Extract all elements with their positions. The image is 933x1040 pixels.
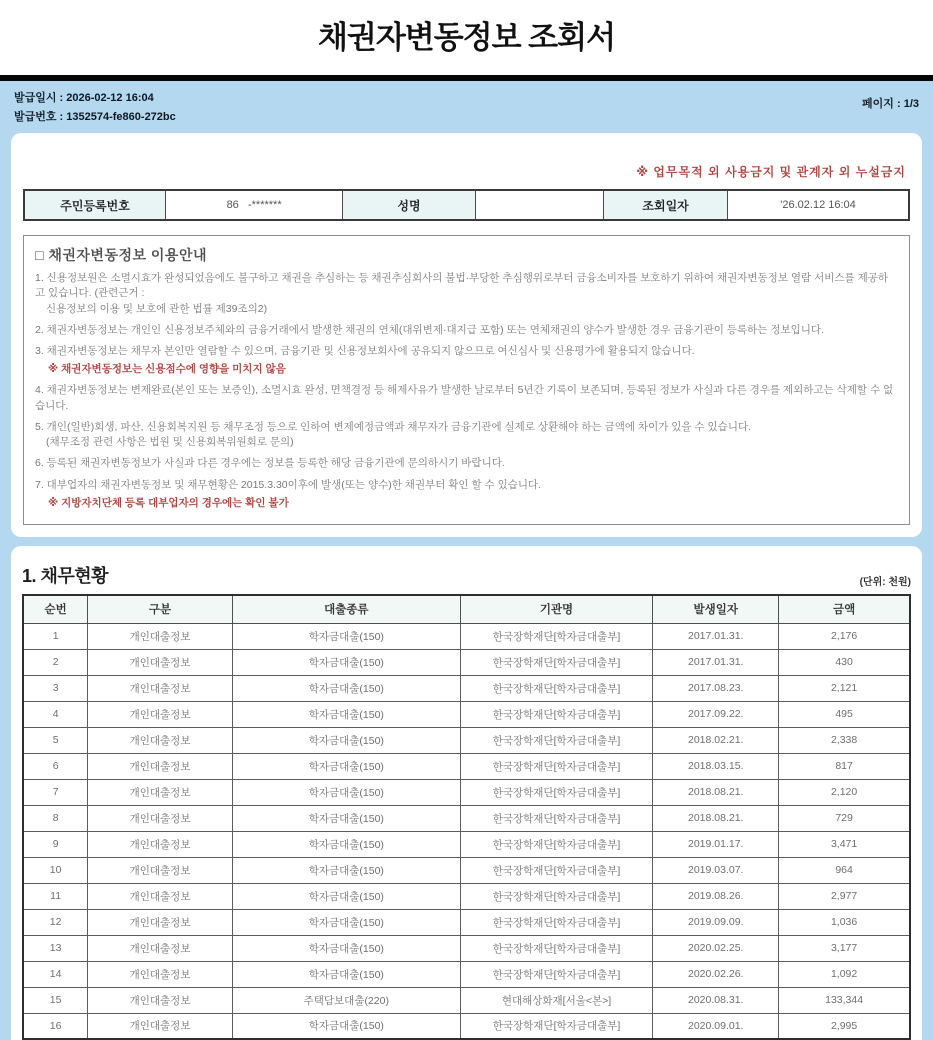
table-row [23, 779, 910, 805]
guide-item-line: (채무조정 관련 사항은 법원 및 신용회복위원회로 문의) [46, 436, 294, 449]
guide-box [23, 235, 910, 525]
cell-amount: 2,977 [779, 883, 910, 909]
cell-date: 2019.01.17. [653, 831, 779, 857]
guide-item-line: 4. 채권자변동정보는 변제완료(본인 또는 보증인), 소멸시효 완성, 면책결정 등 해제사유가 발생한 날로부터 5년간 기록이 보존되며, 등록된 정보가 사실과 다른 경우를 제외하고는 삭제할 수 없습니다. [35, 384, 894, 412]
cell-date: 2020.02.25. [653, 935, 779, 961]
guide-item-line: 7. 대부업자의 채권자변동정보 및 채무현황은 2015.3.30이후에 발생(또는 양수)한 채권부터 확인 할 수 있습니다. [35, 478, 542, 491]
table-row [23, 701, 910, 727]
cell-institution: 한국장학재단[학자금대출부] [460, 961, 652, 987]
cell-category: 개인대출정보 [88, 857, 233, 883]
cell-no: 9 [23, 831, 88, 857]
table-row [23, 649, 910, 675]
cell-date: 2020.08.31. [653, 987, 779, 1013]
cell-category: 개인대출정보 [88, 883, 233, 909]
cell-institution: 한국장학재단[학자금대출부] [460, 883, 652, 909]
guide-item [35, 323, 898, 338]
cell-institution: 한국장학재단[학자금대출부] [460, 701, 652, 727]
table-row [23, 675, 910, 701]
cell-amount: 3,471 [779, 831, 910, 857]
cell-loan-type: 학자금대출(150) [232, 935, 460, 961]
name-value [475, 190, 603, 220]
cell-category: 개인대출정보 [88, 961, 233, 987]
cell-category: 개인대출정보 [88, 753, 233, 779]
name-label: 성명 [343, 190, 476, 220]
cell-amount: 1,092 [779, 961, 910, 987]
column-header-institution: 기관명 [460, 595, 652, 623]
unit-label: (단위: 천원) [859, 577, 911, 588]
table-row [23, 909, 910, 935]
cell-loan-type: 주택담보대출(220) [232, 987, 460, 1013]
guide-item-line: 1. 신용정보원은 소멸시효가 완성되었음에도 불구하고 채권을 추심하는 등 채권추심회사의 불법·부당한 추심행위로부터 금융소비자를 보호하기 위하여 채권자변동정보 열람 서비스를 제공하고 있습니다. (관련근거 : [35, 272, 888, 300]
cell-amount: 2,121 [779, 675, 910, 701]
page-title: 채권자변동정보 조회서 [317, 20, 616, 55]
cell-category: 개인대출정보 [88, 649, 233, 675]
page-indicator: 페이지 : 1/3 [862, 97, 919, 110]
summary-panel [11, 133, 922, 537]
cell-loan-type: 학자금대출(150) [232, 961, 460, 987]
table-row [23, 727, 910, 753]
cell-amount: 2,176 [779, 623, 910, 649]
issue-number-line: 발급번호 : 1352574-fe860-272bc [14, 110, 176, 123]
cell-institution: 한국장학재단[학자금대출부] [460, 649, 652, 675]
cell-date: 2020.09.01. [653, 1013, 779, 1039]
cell-institution: 한국장학재단[학자금대출부] [460, 857, 652, 883]
issue-info [14, 89, 176, 128]
cell-date: 2018.08.21. [653, 805, 779, 831]
cell-no: 8 [23, 805, 88, 831]
guide-item [35, 271, 898, 317]
cell-date: 2017.08.23. [653, 675, 779, 701]
inquiry-date-label: 조회일자 [604, 190, 728, 220]
cell-loan-type: 학자금대출(150) [232, 623, 460, 649]
cell-amount: 430 [779, 649, 910, 675]
cell-loan-type: 학자금대출(150) [232, 701, 460, 727]
cell-loan-type: 학자금대출(150) [232, 779, 460, 805]
cell-loan-type: 학자금대출(150) [232, 831, 460, 857]
cell-loan-type: 학자금대출(150) [232, 727, 460, 753]
cell-no: 7 [23, 779, 88, 805]
debt-panel [11, 546, 922, 1040]
cell-amount: 3,177 [779, 935, 910, 961]
column-header-date: 발생일자 [653, 595, 779, 623]
cell-category: 개인대출정보 [88, 1013, 233, 1039]
table-row [23, 805, 910, 831]
cell-amount: 729 [779, 805, 910, 831]
debt-table [22, 594, 911, 1040]
cell-loan-type: 학자금대출(150) [232, 753, 460, 779]
cell-amount: 1,036 [779, 909, 910, 935]
person-info-row [24, 190, 909, 220]
cell-institution: 한국장학재단[학자금대출부] [460, 805, 652, 831]
section-title: 1. 채무현황 [22, 566, 109, 586]
cell-institution: 한국장학재단[학자금대출부] [460, 935, 652, 961]
cell-no: 12 [23, 909, 88, 935]
cell-no: 6 [23, 753, 88, 779]
rrn-label: 주민등록번호 [24, 190, 166, 220]
cell-date: 2017.09.22. [653, 701, 779, 727]
debt-table-header-row [23, 595, 910, 623]
cell-amount: 964 [779, 857, 910, 883]
cell-no: 5 [23, 727, 88, 753]
cell-no: 10 [23, 857, 88, 883]
cell-loan-type: 학자금대출(150) [232, 909, 460, 935]
cell-loan-type: 학자금대출(150) [232, 1013, 460, 1039]
guide-item-line: 3. 채권자변동정보는 채무자 본인만 열람할 수 있으며, 금융기관 및 신용정보회사에 공유되지 않으므로 여신심사 및 신용평가에 활용되지 않습니다. [35, 345, 695, 358]
cell-amount: 817 [779, 753, 910, 779]
guide-item-line: 5. 개인(일반)회생, 파산, 신용회복지원 등 채무조정 등으로 인하여 변제예정금액과 채무자가 금융기관에 실제로 상환해야 하는 금액에 차이가 있을 수 있습니다. [35, 420, 752, 433]
cell-institution: 한국장학재단[학자금대출부] [460, 909, 652, 935]
cell-institution: 한국장학재단[학자금대출부] [460, 779, 652, 805]
guide-item-line: 2. 채권자변동정보는 개인인 신용정보주체와의 금융거래에서 발생한 채권의 연체(대위변제·대지급 포함) 또는 연체채권의 양수가 발생한 경우 금융기관이 등록하는 정보입니다. [35, 323, 824, 336]
cell-date: 2018.03.15. [653, 753, 779, 779]
cell-date: 2018.08.21. [653, 779, 779, 805]
cell-institution: 한국장학재단[학자금대출부] [460, 623, 652, 649]
cell-no: 1 [23, 623, 88, 649]
guide-item [35, 420, 898, 450]
cell-loan-type: 학자금대출(150) [232, 649, 460, 675]
cell-date: 2019.09.09. [653, 909, 779, 935]
table-row [23, 623, 910, 649]
cell-no: 13 [23, 935, 88, 961]
title-band [0, 0, 933, 75]
cell-category: 개인대출정보 [88, 675, 233, 701]
guide-item-red-note: ※ 지방자치단체 등록 대부업자의 경우에는 확인 불가 [48, 496, 289, 509]
cell-category: 개인대출정보 [88, 727, 233, 753]
cell-institution: 한국장학재단[학자금대출부] [460, 831, 652, 857]
cell-institution: 한국장학재단[학자금대출부] [460, 1013, 652, 1039]
guide-item-line: 6. 등록된 채권자변동정보가 사실과 다른 경우에는 정보를 등록한 해당 금융기관에 문의하시기 바랍니다. [35, 457, 505, 470]
cell-amount: 495 [779, 701, 910, 727]
table-row [23, 831, 910, 857]
guide-item-list [35, 271, 898, 511]
column-header-loan-type: 대출종류 [232, 595, 460, 623]
cell-date: 2019.08.26. [653, 883, 779, 909]
table-row [23, 1013, 910, 1039]
cell-no: 14 [23, 961, 88, 987]
cell-amount: 2,995 [779, 1013, 910, 1039]
guide-item [35, 383, 898, 413]
guide-item [35, 456, 898, 471]
cell-institution: 한국장학재단[학자금대출부] [460, 727, 652, 753]
table-row [23, 961, 910, 987]
cell-loan-type: 학자금대출(150) [232, 857, 460, 883]
guide-item-red-note: ※ 채권자변동정보는 신용점수에 영향을 미치지 않음 [48, 363, 286, 376]
cell-institution: 한국장학재단[학자금대출부] [460, 753, 652, 779]
cell-date: 2019.03.07. [653, 857, 779, 883]
issued-at-line: 발급일시 : 2026-02-12 16:04 [14, 91, 154, 104]
table-row [23, 857, 910, 883]
inquiry-date-value: '26.02.12 16:04 [728, 190, 909, 220]
person-info-table [23, 189, 910, 221]
cell-loan-type: 학자금대출(150) [232, 883, 460, 909]
section-head [22, 562, 911, 588]
cell-date: 2017.01.31. [653, 623, 779, 649]
cell-category: 개인대출정보 [88, 701, 233, 727]
cell-no: 2 [23, 649, 88, 675]
cell-institution: 현대해상화재[서울<본>] [460, 987, 652, 1013]
guide-item [35, 478, 898, 511]
column-header-no: 순번 [23, 595, 88, 623]
cell-amount: 2,338 [779, 727, 910, 753]
guide-item [35, 344, 898, 377]
cell-category: 개인대출정보 [88, 909, 233, 935]
cell-loan-type: 학자금대출(150) [232, 805, 460, 831]
cell-institution: 한국장학재단[학자금대출부] [460, 675, 652, 701]
table-row [23, 753, 910, 779]
cell-category: 개인대출정보 [88, 623, 233, 649]
cell-amount: 133,344 [779, 987, 910, 1013]
cell-date: 2020.02.26. [653, 961, 779, 987]
cell-category: 개인대출정보 [88, 831, 233, 857]
document-body [0, 81, 933, 1040]
cell-no: 3 [23, 675, 88, 701]
table-row [23, 883, 910, 909]
cell-date: 2017.01.31. [653, 649, 779, 675]
table-row [23, 935, 910, 961]
cell-no: 4 [23, 701, 88, 727]
usage-warning: ※ 업무목적 외 사용금지 및 관계자 외 누설금지 [636, 165, 906, 180]
issue-info-row [0, 81, 933, 134]
column-header-category: 구분 [88, 595, 233, 623]
column-header-amount: 금액 [779, 595, 910, 623]
cell-no: 16 [23, 1013, 88, 1039]
cell-category: 개인대출정보 [88, 987, 233, 1013]
cell-category: 개인대출정보 [88, 779, 233, 805]
rrn-value: 86 -******* [166, 190, 343, 220]
cell-category: 개인대출정보 [88, 935, 233, 961]
cell-no: 15 [23, 987, 88, 1013]
guide-item-line: 신용정보의 이용 및 보호에 관한 법률 제39조의2) [46, 302, 268, 315]
cell-loan-type: 학자금대출(150) [232, 675, 460, 701]
guide-title: □ 채권자변동정보 이용안내 [35, 247, 207, 264]
cell-category: 개인대출정보 [88, 805, 233, 831]
table-row [23, 987, 910, 1013]
cell-amount: 2,120 [779, 779, 910, 805]
cell-no: 11 [23, 883, 88, 909]
cell-date: 2018.02.21. [653, 727, 779, 753]
